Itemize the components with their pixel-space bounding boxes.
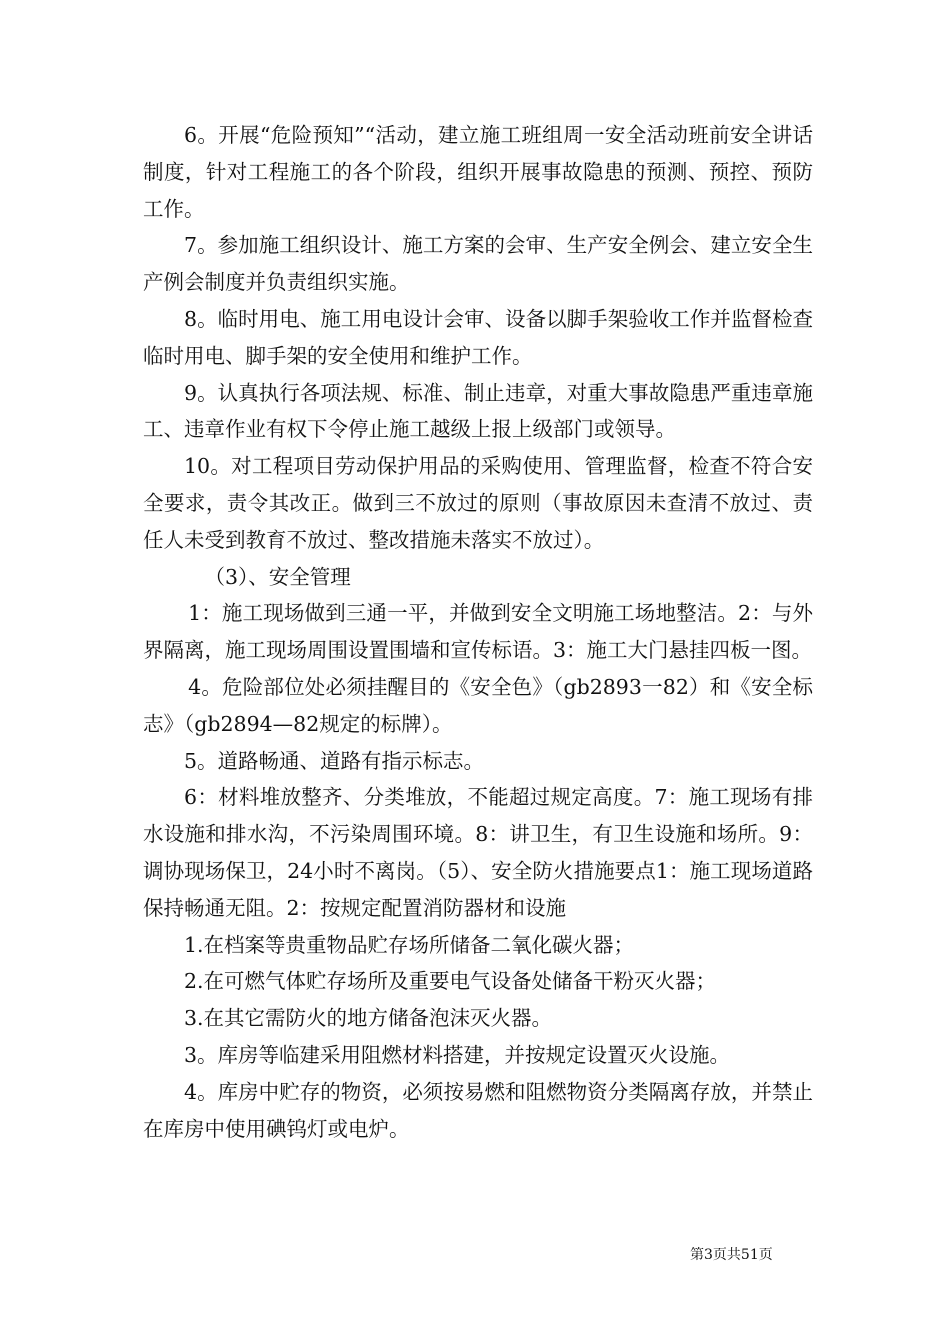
paragraph-site-requirements: 1：施工现场做到三通一平，并做到安全文明施工场地整洁。2：与外界隔离，施工现场周围设置围墙和宣传标语。3：施工大门悬挂四板一图。 — [143, 601, 813, 663]
paragraph-6-hazard-prediction: 6。开展“危险预知”“活动，建立施工班组周一安全活动班前安全讲话制度，针对工程施工的各个阶段，组织开展事故隐患的预测、预控、预防工作。 — [143, 123, 813, 221]
paragraph-8-temporary-power: 8。临时用电、施工用电设计会审、设备以脚手架验收工作并监督检查临时用电、脚手架的安全使用和维护工作。 — [143, 306, 813, 368]
paragraph-9-regulations: 9。认真执行各项法规、标准、制止违章，对重大事故隐患严重违章施工、违章作业有权下令停止施工越级上报上级部门或领导。 — [143, 380, 813, 442]
paragraph-5-roads: 5。道路畅通、道路有指示标志。 — [184, 748, 485, 773]
paragraph-3-warehouse-materials: 3。库房等临建采用阻燃材料搭建，并按规定设置灭火设施。 — [184, 1042, 731, 1067]
list-item-dry-powder-extinguisher: 2.在可燃气体贮存场所及重要电气设备处储备干粉灭火器； — [184, 969, 717, 994]
page-number-footer: 第3页共51页 — [690, 1247, 773, 1263]
paragraph-6-materials-fire: 6：材料堆放整齐、分类堆放，不能超过规定高度。7：施工现场有排水设施和排水沟，不污染周围环境。8：讲卫生，有卫生设施和场所。9：调协现场保卫，24小时不离岗。（5）、安全防火措施要点1：施工现场道路保持畅通无阻。2：按规定配置消防器材和设施 — [143, 785, 813, 920]
list-item-foam-extinguisher: 3.在其它需防火的地方储备泡沫灭火器。 — [184, 1006, 553, 1031]
list-item-co2-extinguisher: 1.在档案等贵重物品贮存场所储备二氧化碳火器； — [184, 932, 635, 957]
paragraph-4-warehouse-storage: 4。库房中贮存的物资，必须按易燃和阻燃物资分类隔离存放，并禁止在库房中使用碘钨灯或电炉。 — [143, 1079, 813, 1141]
document-body — [143, 117, 813, 1147]
section-heading-safety-management: （3）、安全管理 — [204, 564, 351, 589]
paragraph-7-construction-review: 7。参加施工组织设计、施工方案的会审、生产安全例会、建立安全生产例会制度并负责组织实施。 — [143, 233, 813, 295]
paragraph-4-hazard-signs: 4。危险部位处必须挂醒目的《安全色》（gb2893一82）和《安全标志》（gb2894—82规定的标牌）。 — [143, 674, 813, 736]
paragraph-10-protective-equipment: 10。对工程项目劳动保护用品的采购使用、管理监督，检查不符合安全要求，责令其改正。做到三不放过的原则（事故原因未查清不放过、责任人未受到教育不放过、整改措施未落实不放过）。 — [143, 454, 813, 552]
